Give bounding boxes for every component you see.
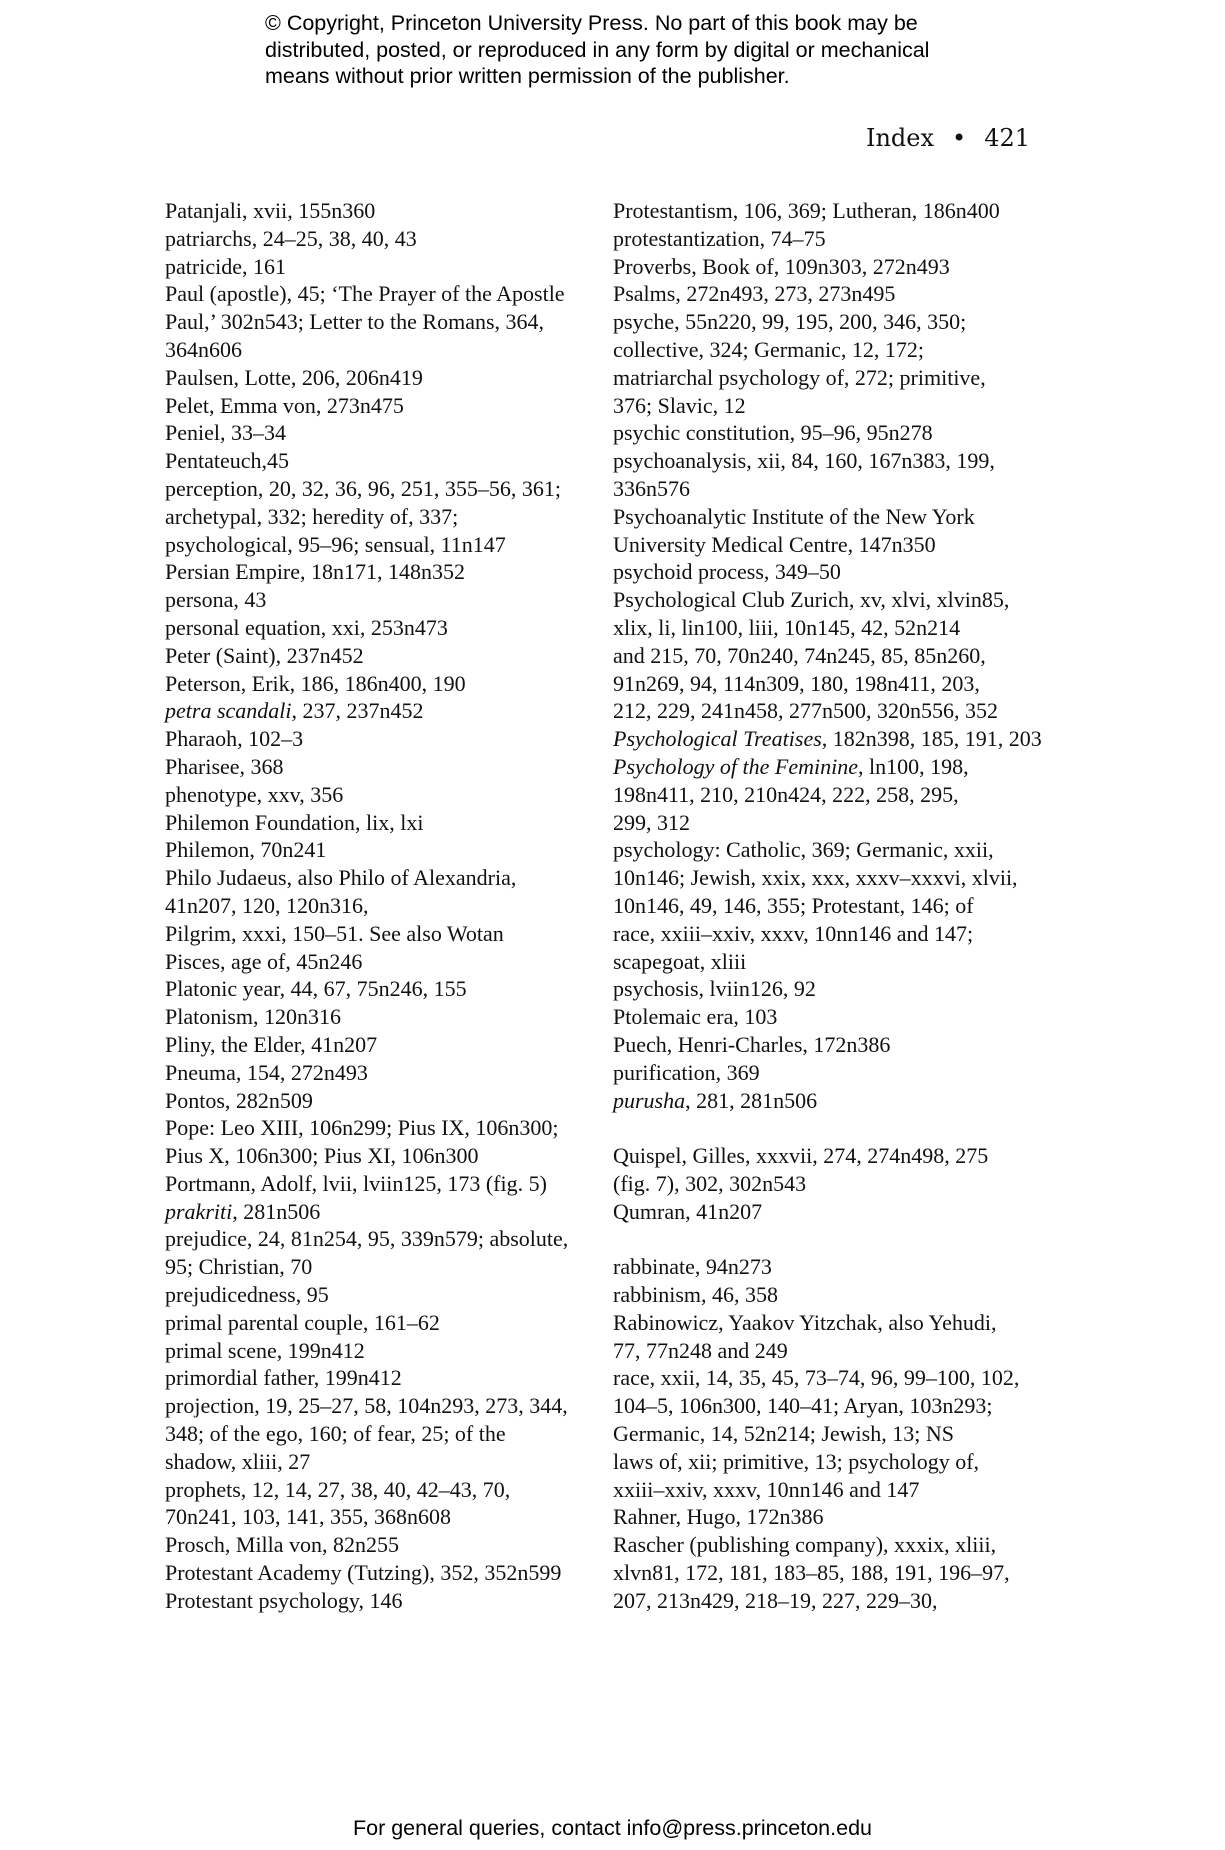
index-entry-line [165, 1420, 605, 1448]
index-entry [165, 1087, 605, 1115]
index-entry-line [613, 1309, 1053, 1337]
footer-contact: For general queries, contact info@press.princeton.edu [352, 1816, 872, 1840]
index-text: rabbinism, 46, 358 [613, 1282, 778, 1308]
index-text: Pius X, 106n300; Pius XI, 106n300 [165, 1143, 479, 1169]
page-number: 421 [984, 124, 1030, 152]
index-entry-line [613, 697, 1053, 725]
index-entry [165, 948, 605, 976]
index-text: psychic constitution, 95–96, 95n278 [613, 420, 933, 446]
index-text: Protestantism, 106, 369; Lutheran, 186n400 [613, 198, 1000, 223]
index-entry [165, 1364, 605, 1392]
index-text: persona, 43 [165, 587, 267, 613]
index-text: Philo Judaeus, also Philo of Alexandria, [165, 865, 517, 891]
index-text: rabbinate, 94n273 [613, 1254, 772, 1280]
index-text: 10n146; Jewish, xxix, xxx, xxxv–xxxvi, xlvii, [613, 865, 1018, 891]
index-entry-line [613, 809, 1053, 837]
index-entry-line [165, 753, 605, 781]
index-entry [165, 614, 605, 642]
index-entry-line [613, 253, 1053, 281]
index-term-italic: Psychological Treatises [613, 726, 822, 752]
index-text: , ln100, 198, [857, 753, 969, 779]
index-entry-line [165, 364, 605, 392]
index-entry-line [165, 948, 605, 976]
index-entry-line [613, 1531, 1053, 1559]
index-entry-line [165, 1364, 605, 1392]
index-text: race, xxii, 14, 35, 45, 73–74, 96, 99–100, 102, [613, 1365, 1020, 1391]
index-entry [165, 1198, 605, 1226]
index-entry-line [165, 1337, 605, 1365]
index-text: Psalms, 272n493, 273, 273n495 [613, 281, 896, 307]
index-text: Psychological Club Zurich, xv, xlvi, xlvin85, [613, 587, 1010, 613]
index-text: laws of, xii; primitive, 13; psychology of, [613, 1448, 980, 1474]
index-entry-line [165, 558, 605, 586]
index-text: Portmann, Adolf, lvii, lviin125, 173 (fig. 5) [165, 1170, 547, 1196]
index-entry [165, 392, 605, 420]
index-text: projection, 19, 25–27, 58, 104n293, 273, 344, [165, 1393, 568, 1419]
index-text: Puech, Henri-Charles, 172n386 [613, 1031, 891, 1057]
index-entry-line [165, 1531, 605, 1559]
index-term-italic: Psychology of the Feminine [613, 753, 858, 779]
index-text: Paul,’ 302n543; Letter to the Romans, 364, [165, 309, 545, 335]
index-entry [165, 1225, 605, 1281]
index-entry-line [613, 753, 1053, 781]
index-entry [613, 836, 1053, 975]
index-entry-line [165, 864, 605, 892]
index-text: Pliny, the Elder, 41n207 [165, 1031, 378, 1057]
index-entry-line [165, 975, 605, 1003]
index-entry [165, 642, 605, 670]
index-entry-line [613, 1059, 1053, 1087]
index-entry-line [613, 1448, 1053, 1476]
index-text: 104–5, 106n300, 140–41; Aryan, 103n293; [613, 1393, 993, 1419]
index-text: 95; Christian, 70 [165, 1254, 313, 1280]
index-entry-line [613, 1559, 1053, 1587]
index-entry [613, 1253, 1053, 1281]
index-text: Pharaoh, 102–3 [165, 726, 304, 752]
index-text: archetypal, 332; heredity of, 337; [165, 503, 459, 529]
index-text: Pisces, age of, 45n246 [165, 948, 363, 974]
index-entry-line [165, 1059, 605, 1087]
index-entry [613, 558, 1053, 586]
index-entry-line [613, 1253, 1053, 1281]
index-entry-line [613, 1142, 1053, 1170]
index-entry [613, 225, 1053, 253]
index-entry-line [165, 1142, 605, 1170]
index-entry [165, 1531, 605, 1559]
index-entry-line [165, 1087, 605, 1115]
index-entry-line [613, 586, 1053, 614]
index-entry-line [165, 1114, 605, 1142]
index-entry-line [165, 392, 605, 420]
index-entry-line [165, 586, 605, 614]
index-entry [165, 1003, 605, 1031]
index-entry-line [613, 920, 1053, 948]
index-term-italic: petra scandali [165, 698, 292, 724]
index-text: Pentateuch,45 [165, 448, 290, 474]
index-entry-line [613, 1587, 1053, 1615]
index-entry [613, 197, 1053, 225]
index-entry-line [613, 1198, 1053, 1226]
index-entry [165, 864, 605, 920]
index-entry-line [165, 503, 605, 531]
index-entry-line [165, 614, 605, 642]
running-head [866, 124, 1030, 152]
index-entry [165, 280, 605, 363]
index-text: , 281, 281n506 [685, 1087, 818, 1113]
index-text: primal scene, 199n412 [165, 1337, 365, 1363]
section-title: Index [865, 124, 935, 152]
index-entry [165, 197, 605, 225]
index-text: Patanjali, xvii, 155n360 [165, 198, 376, 223]
index-entry [165, 809, 605, 837]
index-column-right [613, 197, 1053, 1615]
index-entry-line [613, 419, 1053, 447]
index-entry [613, 1059, 1053, 1087]
index-entry-line [165, 1503, 605, 1531]
index-entry-line [613, 642, 1053, 670]
index-text: collective, 324; Germanic, 12, 172; [613, 336, 924, 362]
index-entry [613, 975, 1053, 1003]
index-text: 207, 213n429, 218–19, 227, 229–30, [613, 1587, 938, 1613]
index-text: 91n269, 94, 114n309, 180, 198n411, 203, [613, 670, 980, 696]
index-term-italic: prakriti [165, 1198, 233, 1224]
index-entry [165, 1587, 605, 1615]
index-text: prophets, 12, 14, 27, 38, 40, 42–43, 70, [165, 1476, 511, 1502]
index-entry-line [613, 892, 1053, 920]
index-text: 212, 229, 241n458, 277n500, 320n556, 352 [613, 698, 998, 724]
index-entry [165, 558, 605, 586]
index-entry [613, 1087, 1053, 1115]
index-entry-line [165, 1309, 605, 1337]
index-entry-line [613, 1337, 1053, 1365]
index-entry-line [613, 503, 1053, 531]
index-entry-line [613, 475, 1053, 503]
index-entry [165, 725, 605, 753]
index-text: Platonic year, 44, 67, 75n246, 155 [165, 976, 467, 1002]
index-text: Pharisee, 368 [165, 753, 284, 779]
index-text: xlvn81, 172, 181, 183–85, 188, 191, 196–97, [613, 1560, 1010, 1586]
index-text: prejudice, 24, 81n254, 95, 339n579; absolute, [165, 1226, 569, 1252]
index-text: Pilgrim, xxxi, 150–51. See also Wotan [165, 920, 504, 946]
index-entry-line [165, 725, 605, 753]
index-entry-line [165, 697, 605, 725]
index-text: psychological, 95–96; sensual, 11n147 [165, 531, 506, 557]
index-entry [613, 1142, 1053, 1198]
index-text: Psychoanalytic Institute of the New York [613, 503, 975, 529]
index-entry-line [165, 447, 605, 475]
index-entry [613, 1003, 1053, 1031]
index-text: Ptolemaic era, 103 [613, 1004, 778, 1030]
index-entry-line [165, 225, 605, 253]
index-text: purification, 369 [613, 1059, 760, 1085]
index-text: Paulsen, Lotte, 206, 206n419 [165, 364, 423, 390]
index-entry [165, 670, 605, 698]
index-text: psychosis, lviin126, 92 [613, 976, 816, 1002]
copyright-line: © Copyright, Princeton University Press. No part of this book may be [265, 11, 918, 35]
index-entry-line [613, 975, 1053, 1003]
index-entry [165, 697, 605, 725]
index-entry-line [165, 197, 605, 225]
index-text: phenotype, xxv, 356 [165, 781, 344, 807]
index-entry-line [165, 336, 605, 364]
index-entry-line [165, 419, 605, 447]
index-text: Peniel, 33–34 [165, 420, 286, 446]
index-entry-line [613, 558, 1053, 586]
index-entry-line [165, 809, 605, 837]
index-entry [165, 225, 605, 253]
index-text: University Medical Centre, 147n350 [613, 531, 936, 557]
index-text: personal equation, xxi, 253n473 [165, 614, 448, 640]
index-entry [165, 364, 605, 392]
index-entry-line [613, 1170, 1053, 1198]
index-entry-line [613, 447, 1053, 475]
index-entry [165, 975, 605, 1003]
index-column-left [165, 197, 605, 1615]
index-entry-line [165, 1392, 605, 1420]
index-text: Platonism, 120n316 [165, 1004, 342, 1030]
index-text: Protestant Academy (Tutzing), 352, 352n599 [165, 1560, 562, 1586]
index-entry [165, 836, 605, 864]
index-entry-line [165, 836, 605, 864]
index-entry [613, 1364, 1053, 1503]
index-entry-line [613, 1281, 1053, 1309]
index-entry-line [613, 336, 1053, 364]
index-entry [165, 1476, 605, 1532]
index-entry-line [165, 253, 605, 281]
index-entry [165, 781, 605, 809]
index-entry-line [165, 1003, 605, 1031]
index-entry [165, 1559, 605, 1587]
index-text: Qumran, 41n207 [613, 1198, 763, 1224]
index-text: Peterson, Erik, 186, 186n400, 190 [165, 670, 466, 696]
index-entry-line [165, 1281, 605, 1309]
index-entry-line [165, 920, 605, 948]
index-text: patriarchs, 24–25, 38, 40, 43 [165, 225, 417, 251]
index-entry-line [613, 948, 1053, 976]
index-entry-line [613, 308, 1053, 336]
index-entry [613, 308, 1053, 419]
index-text: perception, 20, 32, 36, 96, 251, 355–56, 361; [165, 475, 561, 501]
index-entry-line [613, 670, 1053, 698]
index-text: Rascher (publishing company), xxxix, xliii, [613, 1532, 997, 1558]
index-text: 348; of the ego, 160; of fear, 25; of the [165, 1421, 506, 1447]
index-entry [613, 586, 1053, 725]
index-text: 77, 77n248 and 249 [613, 1337, 788, 1363]
index-text: 364n606 [165, 336, 242, 362]
index-text: Pope: Leo XIII, 106n299; Pius IX, 106n300; [165, 1115, 559, 1141]
index-term-italic: purusha [613, 1087, 686, 1113]
index-entry [165, 753, 605, 781]
index-text: Pelet, Emma von, 273n475 [165, 392, 404, 418]
index-text: Proverbs, Book of, 109n303, 272n493 [613, 253, 950, 279]
index-entry-line [613, 1087, 1053, 1115]
index-text: Persian Empire, 18n171, 148n352 [165, 559, 466, 585]
index-text: Pneuma, 154, 272n493 [165, 1059, 368, 1085]
index-entry-line [165, 280, 605, 308]
index-text: Philemon, 70n241 [165, 837, 327, 863]
index-entry [613, 1031, 1053, 1059]
index-text: Quispel, Gilles, xxxvii, 274, 274n498, 275 [613, 1143, 989, 1169]
index-text: Pontos, 282n509 [165, 1087, 313, 1113]
index-text: Protestant psychology, 146 [165, 1587, 403, 1613]
index-entry [165, 1114, 605, 1170]
index-text: protestantization, 74–75 [613, 225, 826, 251]
index-entry-line [613, 1476, 1053, 1504]
index-text: primordial father, 199n412 [165, 1365, 402, 1391]
index-entry [165, 1309, 605, 1337]
index-entry-line [165, 1225, 605, 1253]
index-text: psychoid process, 349–50 [613, 559, 841, 585]
bullet-separator: • [952, 124, 967, 152]
index-entry-line [165, 531, 605, 559]
index-text: scapegoat, xliii [613, 948, 747, 974]
index-entry-line [613, 392, 1053, 420]
index-entry-line [613, 1503, 1053, 1531]
index-entry-line [165, 1253, 605, 1281]
index-entry [613, 1281, 1053, 1309]
index-text: matriarchal psychology of, 272; primitive, [613, 364, 986, 390]
index-entry-line [613, 725, 1053, 753]
index-entry [613, 753, 1053, 836]
index-entry-line [165, 642, 605, 670]
index-text: Prosch, Milla von, 82n255 [165, 1532, 400, 1558]
index-entry [165, 1031, 605, 1059]
index-text: xlix, li, lin100, liii, 10n145, 42, 52n214 [613, 614, 961, 640]
index-entry [613, 280, 1053, 308]
index-text: Philemon Foundation, lix, lxi [165, 809, 424, 835]
index-entry [613, 253, 1053, 281]
index-text: 41n207, 120, 120n316, [165, 892, 369, 918]
index-entry-line [613, 1003, 1053, 1031]
index-entry-line [165, 1448, 605, 1476]
index-entry-line [613, 225, 1053, 253]
index-entry-line [165, 1031, 605, 1059]
index-text: 70n241, 103, 141, 355, 368n608 [165, 1504, 451, 1530]
index-text: 299, 312 [613, 809, 690, 835]
index-entry-line [165, 781, 605, 809]
index-entry-line [613, 781, 1053, 809]
index-entry [613, 1503, 1053, 1531]
index-entry-line [165, 892, 605, 920]
index-entry-line [165, 1476, 605, 1504]
index-text: psychology: Catholic, 369; Germanic, xxii, [613, 837, 994, 863]
index-entry-line [613, 1392, 1053, 1420]
index-text: Rabinowicz, Yaakov Yitzchak, also Yehudi, [613, 1309, 997, 1335]
index-entry-line [613, 1364, 1053, 1392]
index-text: 10n146, 49, 146, 355; Protestant, 146; of [613, 892, 974, 918]
index-entry-line [613, 1031, 1053, 1059]
index-entry [165, 475, 605, 558]
index-text: Rahner, Hugo, 172n386 [613, 1504, 824, 1530]
index-text: (fig. 7), 302, 302n543 [613, 1170, 807, 1196]
index-entry [165, 920, 605, 948]
index-entry-line [613, 531, 1053, 559]
index-entry-line [613, 364, 1053, 392]
index-text: Paul (apostle), 45; ‘The Prayer of the Apostle [165, 281, 565, 307]
index-entry-line [165, 475, 605, 503]
index-text: xxiii–xxiv, xxxv, 10nn146 and 147 [613, 1476, 920, 1502]
index-text: Peter (Saint), 237n452 [165, 642, 364, 668]
index-entry [613, 1531, 1053, 1614]
index-text: , 281n506 [232, 1198, 321, 1224]
index-entry [165, 419, 605, 447]
index-entry [165, 447, 605, 475]
index-text: patricide, 161 [165, 253, 286, 279]
index-entry-line [165, 670, 605, 698]
index-text: race, xxiii–xxiv, xxxv, 10nn146 and 147; [613, 920, 974, 946]
index-entry [165, 253, 605, 281]
index-text: , 182n398, 185, 191, 203 [821, 726, 1042, 752]
copyright-notice [265, 10, 1025, 90]
index-entry [165, 1059, 605, 1087]
index-text: shadow, xliii, 27 [165, 1448, 311, 1474]
index-text: psyche, 55n220, 99, 195, 200, 346, 350; [613, 309, 967, 335]
index-entry [165, 586, 605, 614]
index-entry-line [613, 280, 1053, 308]
index-entry [165, 1170, 605, 1198]
index-entry-line [165, 1198, 605, 1226]
index-entry [613, 419, 1053, 447]
index-entry [165, 1337, 605, 1365]
index-entry [165, 1392, 605, 1475]
index-text: psychoanalysis, xii, 84, 160, 167n383, 199, [613, 448, 995, 474]
index-entry [613, 1309, 1053, 1365]
index-entry-line [613, 614, 1053, 642]
index-text: prejudicedness, 95 [165, 1282, 329, 1308]
index-entry [613, 447, 1053, 503]
index-entry [165, 1281, 605, 1309]
index-entry-line [613, 836, 1053, 864]
index-entry [613, 503, 1053, 559]
index-text: , 237, 237n452 [291, 698, 424, 724]
index-entry-line [613, 197, 1053, 225]
index-entry-line [613, 1420, 1053, 1448]
index-entry-line [165, 308, 605, 336]
index-text: 336n576 [613, 475, 690, 501]
index-text: and 215, 70, 70n240, 74n245, 85, 85n260, [613, 642, 986, 668]
index-entry-line [165, 1559, 605, 1587]
index-text: 376; Slavic, 12 [613, 392, 746, 418]
index-text: 198n411, 210, 210n424, 222, 258, 295, [613, 781, 959, 807]
copyright-line: means without prior written permission of the publisher. [265, 64, 790, 88]
index-entry-line [613, 864, 1053, 892]
index-entry [613, 1198, 1053, 1226]
index-text: primal parental couple, 161–62 [165, 1309, 440, 1335]
index-entry-line [165, 1170, 605, 1198]
index-entry [613, 725, 1053, 753]
copyright-line: distributed, posted, or reproduced in any form by digital or mechanical [265, 37, 930, 62]
index-entry-line [165, 1587, 605, 1615]
index-text: Germanic, 14, 52n214; Jewish, 13; NS [613, 1421, 954, 1447]
